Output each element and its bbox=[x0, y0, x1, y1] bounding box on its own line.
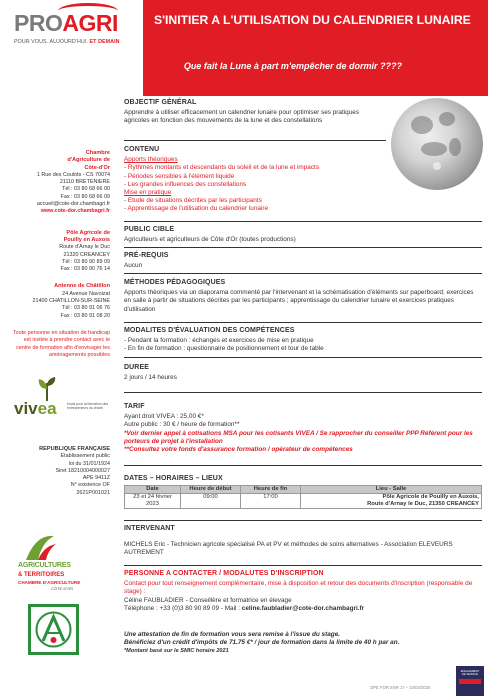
col-date: Date bbox=[125, 486, 181, 494]
republique-l5: N° existence OF bbox=[70, 482, 110, 489]
col-end: Heure de fin bbox=[241, 486, 301, 494]
contact-line3 bbox=[124, 605, 482, 613]
section-public bbox=[124, 226, 482, 244]
theory-label: Apports théoriques bbox=[124, 156, 178, 164]
at-logo-line1: AGRICULTURES bbox=[18, 562, 71, 569]
chambre-tel: Tél : 03 80 68 66 00 bbox=[62, 186, 110, 193]
logo-text bbox=[14, 10, 118, 37]
section-methodes bbox=[124, 279, 482, 314]
republique-l3: Siret 18210004000027 bbox=[55, 467, 110, 474]
prerequis-heading: PRÉ-REQUIS bbox=[124, 252, 169, 259]
contenu-heading: CONTENU bbox=[124, 146, 160, 153]
divider bbox=[124, 465, 482, 466]
divider bbox=[124, 273, 482, 274]
duree-heading: DUREE bbox=[124, 364, 150, 371]
credit-impot-note: Bénéficiez d'un crédit d'impôts de 71.75 €* / jour de formation dans la limite de 40 h par an. bbox=[124, 639, 400, 647]
logo-tagline bbox=[14, 39, 120, 45]
republique-l4: APE 9411Z bbox=[82, 475, 110, 482]
page-subtitle: Que fait la Lune à part m'empêcher de dormir ???? bbox=[183, 61, 402, 71]
section-modalites bbox=[124, 327, 482, 354]
section-contact bbox=[124, 570, 482, 613]
chambre-fax: Fax : 03 80 68 66 09 bbox=[60, 193, 110, 200]
divider bbox=[124, 140, 386, 141]
contact-line1: Contact pour tout renseignement complémentaire, mise à disposition et retour des documents d'inscription (responsable de stage) : bbox=[124, 580, 473, 596]
republique-block bbox=[0, 446, 110, 497]
badge-bar bbox=[459, 679, 481, 684]
emblem-icon bbox=[31, 607, 76, 652]
cell-lieu bbox=[301, 494, 482, 509]
tarif-heading: TARIF bbox=[124, 403, 145, 410]
contact-heading: PERSONNE A CONTACTER / MODALUTES D'INSCRIPTION bbox=[124, 570, 324, 577]
engagement-badge bbox=[456, 666, 484, 696]
methodes-text: Apports théoriques via un diaporama commenté par l'intervenant et la schématisation d'éléments sur paperboard; exercices en salle à partir de situations décrites par les participants ; apprentissage du calendrier lunaire et exercices pratiques d'utilisation bbox=[124, 289, 474, 313]
pole-addr2: 21320 CREANCEY bbox=[63, 251, 110, 258]
col-start: Heure de début bbox=[181, 486, 241, 494]
col-lieu: Lieu - Salle bbox=[301, 486, 482, 494]
section-intervenant bbox=[124, 525, 482, 558]
antenne-name: Antenne de Châtillon bbox=[54, 283, 110, 290]
tarif-note2: **Consultez votre fonds d'assurance formation / opérateur de compétences bbox=[124, 446, 353, 454]
antenne-fax: Fax : 03 80 91 08 20 bbox=[60, 312, 110, 319]
antenne-block bbox=[0, 283, 110, 319]
section-objectif bbox=[124, 99, 386, 126]
contact-email-link[interactable]: celine.faubladier@cote-dor.chambagri.fr bbox=[241, 604, 365, 612]
theory-item: - Les grandes influences des constellations bbox=[124, 180, 247, 188]
section-tarif bbox=[124, 403, 482, 454]
handicap-notice: Toute personne en situation de handicap est invitée à prendre contact avec le centre de formation afin d'envisager les aménagements possibles bbox=[12, 329, 110, 358]
title-banner bbox=[143, 0, 488, 96]
cell-end: 17:00 bbox=[241, 494, 301, 509]
attestation-note: Une attestation de fin de formation vous sera remise à l'issue du stage. bbox=[124, 631, 341, 638]
divider bbox=[124, 322, 482, 323]
vivea-logo bbox=[14, 377, 109, 425]
agricultures-territoires-logo bbox=[18, 530, 98, 590]
chambre-name: Chambre d'Agriculture de Côte-d'Or bbox=[67, 150, 110, 171]
duree-text: 2 jours / 14 heures bbox=[124, 374, 177, 382]
badge-line2: DE SERVICE bbox=[462, 673, 478, 677]
proagri-logo bbox=[0, 0, 143, 96]
methodes-heading: MÉTHODES PÉDAGOGIQUES bbox=[124, 279, 226, 286]
divider bbox=[124, 520, 482, 521]
chambre-addr1: 1 Rue des Coulots - CS 70074 bbox=[36, 171, 110, 178]
at-logo-line3: CHAMBRE D'AGRICULTURE bbox=[18, 580, 81, 585]
sidebar-contacts bbox=[0, 150, 110, 369]
tarif-note1: *Voir dernier appel à cotisations MSA pour les cotisants VIVEA / Se rapprocher du conseiller PPP Référent pour les porteurs de projet à l'installation bbox=[124, 429, 473, 445]
page-title: S'INITIER A L'UTILISATION DU CALENDRIER LUNAIRE bbox=[154, 13, 471, 27]
republique-l1: Etablissement public bbox=[60, 453, 110, 460]
contact-phone: Téléphone : +33 (0)3 80 90 89 09 - Mail : bbox=[124, 604, 242, 612]
table-header-row bbox=[125, 486, 482, 494]
republique-l2: loi du 31/01/1924 bbox=[68, 460, 110, 467]
logo-agri: AGRI bbox=[62, 10, 118, 36]
schedule-table bbox=[124, 485, 482, 508]
public-text: Agriculteurs et agriculteurs de Côte d'Or (toutes productions) bbox=[124, 236, 296, 244]
chambre-web-link[interactable]: www.cote-dor.chambagri.fr bbox=[40, 208, 110, 215]
chambre-block bbox=[0, 150, 110, 216]
a-mark-icon bbox=[24, 530, 58, 562]
cell-start: 09:00 bbox=[181, 494, 241, 509]
objectif-text: Apprendre à utiliser efficacement un calendrier lunaire pour optimiser ses pratiques agricoles en fonction des mouvements de la lune et des constellations bbox=[124, 109, 360, 125]
antenne-addr2: 21400 CHATILLON-SUR-SEINE bbox=[32, 298, 110, 305]
pole-addr1: Route d'Arnay le Duc bbox=[59, 244, 110, 251]
vivea-v: viv bbox=[14, 399, 38, 418]
document-reference: OPE FOR ENR 17 – 10/04/2020 bbox=[370, 685, 431, 690]
divider bbox=[124, 392, 482, 393]
chambre-addr2: 21110 BRETENIERE bbox=[59, 179, 110, 186]
practice-item: - Apprentissage de l'utilisation du calendrier lunaire bbox=[124, 205, 269, 213]
modalites-heading: MODALITES D'ÉVALUATION DES COMPÉTENCES bbox=[124, 327, 295, 334]
at-logo-line4: CÔTE-D'OR bbox=[51, 586, 74, 591]
pole-name: Pôle Agricole de Pouilly en Auxois bbox=[63, 229, 110, 243]
table-row bbox=[125, 494, 482, 509]
practice-label: Mise en pratique bbox=[124, 189, 172, 197]
section-contenu bbox=[124, 146, 482, 214]
theory-item: - Périodes sensibles à l'élément liquide bbox=[124, 172, 235, 180]
logo-tag-red: ET DEMAIN bbox=[89, 39, 120, 45]
objectif-heading: OBJECTIF GÉNÉRAL bbox=[124, 99, 197, 106]
theory-item: - Rythmes montants et descendants du soleil et de la lune et impacts bbox=[124, 164, 320, 172]
bottom-notes bbox=[124, 631, 482, 656]
tarif-autre: Autre public : 30 € / heure de formation** bbox=[124, 421, 240, 429]
divider bbox=[124, 565, 482, 566]
divider bbox=[124, 221, 482, 222]
modalites-line2: - En fin de formation : questionnaire de positionnement et tour de table bbox=[124, 345, 324, 353]
chambre-email[interactable]: accueil@cote-dor.chambagri.fr bbox=[36, 201, 110, 208]
antenne-tel: Tél : 03 80 91 06 76 bbox=[62, 305, 110, 312]
section-prerequis bbox=[124, 252, 482, 270]
logo-pro: PRO bbox=[14, 10, 63, 36]
vivea-wordmark bbox=[14, 399, 57, 419]
republique-title: REPUBLIQUE FRANÇAISE bbox=[39, 446, 110, 452]
smic-note: *Montant basé sur le SMIC horaire 2021 bbox=[124, 648, 229, 655]
modalites-line1: - Pendant la formation : échanges et exercices de mise en pratique bbox=[124, 337, 314, 345]
cell-date: 23 et 24 février 2023 bbox=[125, 494, 181, 509]
pole-block bbox=[0, 230, 110, 274]
antenne-addr1: 24 Avenue Navoizat bbox=[62, 290, 110, 297]
at-logo-line2: & TERRITOIRES bbox=[18, 572, 65, 578]
lieu-line1: Pôle Agricole de Pouilly en Auxois, bbox=[382, 494, 479, 500]
pole-fax: Fax : 03 80 90 76 14 bbox=[60, 266, 110, 273]
contact-line2: Céline FAUBLADIER - Conseillère et formatrice en élevage bbox=[124, 596, 292, 604]
tarif-vivea: Ayant droit VIVEA : 25,00 €* bbox=[124, 413, 204, 421]
pole-tel: Tél : 03 80 90 89 09 bbox=[62, 258, 110, 265]
public-heading: PUBLIC CIBLE bbox=[124, 226, 175, 233]
section-dates bbox=[124, 475, 482, 509]
intervenant-heading: INTERVENANT bbox=[124, 525, 175, 532]
logo-tag-main: POUR VOUS. AUJOURD'HUI. bbox=[14, 39, 88, 45]
divider bbox=[124, 357, 482, 358]
sprout-icon bbox=[36, 377, 58, 401]
practice-item: - Etude de situations décrites par les participants bbox=[124, 197, 262, 205]
lieu-line2: Route d'Arnay le Duc, 21350 CREANCEY bbox=[367, 500, 479, 507]
badge-line1: ENGAGEMENT bbox=[460, 670, 480, 673]
vivea-ea: ea bbox=[37, 399, 57, 418]
dates-heading: DATES – HORAIRES – LIEUX bbox=[124, 475, 223, 482]
divider bbox=[124, 247, 482, 248]
green-emblem-logo bbox=[28, 604, 79, 655]
section-duree bbox=[124, 364, 482, 382]
prerequis-text: Aucun bbox=[124, 262, 143, 270]
vivea-tagline: fonds pour la formation des entrepreneurs du vivant bbox=[67, 402, 109, 410]
intervenant-text: MICHELS Eric - Technicien agricole spécialisé PA et PV et méthodes de soins alternatives - Association ELEVEURS AUTREMENT bbox=[124, 541, 453, 557]
republique-l6: 2621P001021 bbox=[76, 489, 110, 496]
